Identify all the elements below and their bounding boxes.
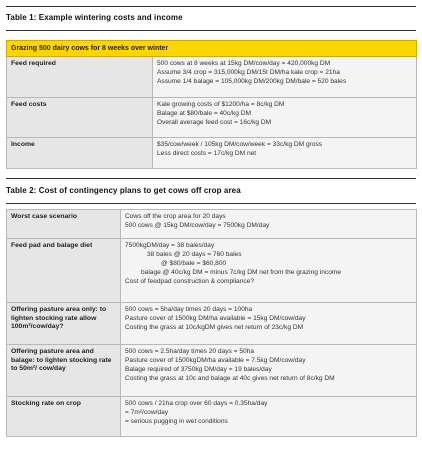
row-value: $35/cow/week / 105kg DM/cow/week = 33c/kg DM gross Less direct costs = 17c/kg DM net xyxy=(153,138,417,169)
table2 xyxy=(6,209,417,437)
row-value: Kale growing costs of $1200/ha = 8c/kg DM Balage at $80/bale = 40c/kg DM Overall average feed cost = 16c/kg DM xyxy=(153,98,417,138)
row-value: 500 cows / 21ha crop over 60 days = 0.35ha/day = 7m²/cow/day = serious pugging in wet conditions xyxy=(121,397,417,437)
row-value: Cows off the crop area for 20 days 500 cows @ 15kg DM/cow/day = 7500kg DM/day xyxy=(121,210,417,239)
table-row xyxy=(7,98,417,138)
table1-banner: Grazing 500 dairy cows for 8 weeks over winter xyxy=(7,41,417,57)
row-label: Offering pasture area and balage: to lighten stocking rate to 50m²/ cow/day xyxy=(7,345,121,397)
row-value: 7500kgDM/day = 38 bales/day 38 bales @ 20 days = 760 bales @ $80/bale = $60,800 balage @ 40c/kg DM = minus 7c/kg DM net from the grazing income Cost of feedpad construction & compliance? xyxy=(121,239,417,303)
table-row xyxy=(7,239,417,303)
table1 xyxy=(6,40,417,169)
table1-banner-row xyxy=(7,41,417,57)
row-label: Feed costs xyxy=(7,98,153,138)
table-row xyxy=(7,210,417,239)
table-row xyxy=(7,57,417,98)
row-value: 500 cows at 8 weeks at 15kg DM/cow/day = 420,000kg DM Assume 3/4 crop = 315,000kg DM/15t DM/ha kale crop = 21ha Assume 1/4 balage = 105,000kg DM/200kg DM/bale = 520 bales xyxy=(153,57,417,98)
row-label: Feed pad and balage diet xyxy=(7,239,121,303)
table1-top-rule xyxy=(6,6,416,7)
row-label: Worst case scenario xyxy=(7,210,121,239)
row-label: Feed required xyxy=(7,57,153,98)
row-value: 500 cows = 5ha/day times 20 days = 100ha Pasture cover of 1500kg DM/ha available = 15kg DM/cow/day Costing the grass at 10c/kgDM gives net return of 23c/kg DM xyxy=(121,303,417,345)
table-row xyxy=(7,138,417,169)
table1-caption-rule xyxy=(6,30,416,31)
table2-caption-rule xyxy=(6,203,416,204)
table1-caption: Table 1: Example wintering costs and income xyxy=(6,13,183,22)
row-value: 500 cows = 2.5ha/day times 20 days = 50ha Pasture cover of 1500kgDM/ha available = 7.5kg DM/cow/day Balage required of 3750kg DM/day = 19 bales/day Costing the grass at 10c and balage at 40c gives net return of 8c/kg DM xyxy=(121,345,417,397)
table-row xyxy=(7,345,417,397)
table2-top-rule xyxy=(6,178,416,179)
table-row xyxy=(7,303,417,345)
table-row xyxy=(7,397,417,437)
table2-caption: Table 2: Cost of contingency plans to get cows off crop area xyxy=(6,186,241,195)
row-label: Income xyxy=(7,138,153,169)
row-label: Stocking rate on crop xyxy=(7,397,121,437)
row-label: Offering pasture area only: to lighten stocking rate allow 100m²/cow/day? xyxy=(7,303,121,345)
